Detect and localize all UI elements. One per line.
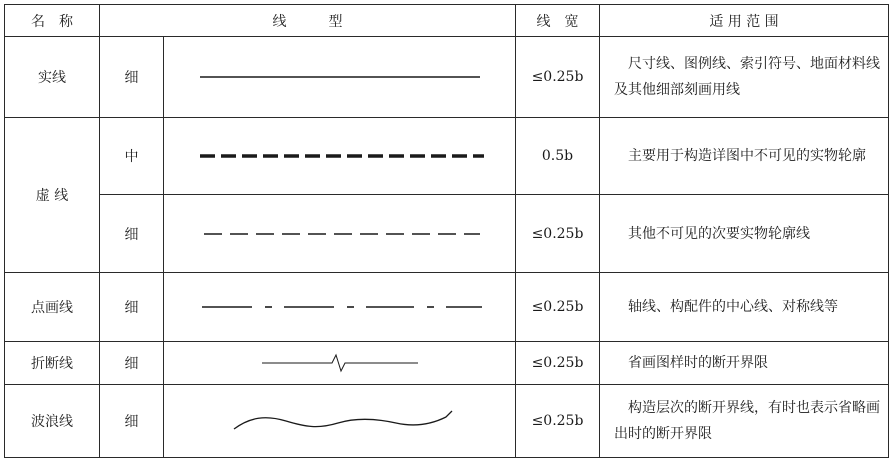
header-usage: 适 用 范 围 — [600, 5, 889, 37]
line-sample-dash-dot — [164, 273, 516, 342]
header-width: 线 宽 — [516, 5, 600, 37]
line-weight: 细 — [100, 273, 164, 342]
line-weight: 细 — [100, 195, 164, 273]
table-row — [5, 273, 889, 342]
header-linetype: 线 型 — [100, 5, 516, 37]
dashed-medium-line-graphic — [190, 150, 490, 162]
table-row — [5, 195, 889, 273]
line-usage: 主要用于构造详图中不可见的实物轮廓 — [600, 118, 889, 195]
line-sample-break — [164, 342, 516, 385]
line-weight: 细 — [100, 37, 164, 118]
line-sample-wavy — [164, 385, 516, 458]
line-width: 0.5b — [516, 118, 600, 195]
line-width: ≤0.25b — [516, 195, 600, 273]
table-row — [5, 342, 889, 385]
line-name: 虚 线 — [5, 118, 100, 273]
line-width: ≤0.25b — [516, 342, 600, 385]
table-row — [5, 385, 889, 458]
dashed-thin-line-graphic — [190, 228, 490, 240]
line-weight: 中 — [100, 118, 164, 195]
table-row — [5, 118, 889, 195]
header-name: 名 称 — [5, 5, 100, 37]
line-type-table — [4, 4, 889, 458]
header-row — [5, 5, 889, 37]
line-name: 波浪线 — [5, 385, 100, 458]
line-sample-dashed-medium — [164, 118, 516, 195]
line-sample-solid — [164, 37, 516, 118]
line-weight: 细 — [100, 342, 164, 385]
line-width: ≤0.25b — [516, 37, 600, 118]
line-name: 折断线 — [5, 342, 100, 385]
line-weight: 细 — [100, 385, 164, 458]
line-name: 点画线 — [5, 273, 100, 342]
line-usage: 省画图样时的断开界限 — [600, 342, 889, 385]
line-name: 实线 — [5, 37, 100, 118]
table-row — [5, 37, 889, 118]
dash-dot-line-graphic — [190, 301, 490, 313]
line-usage: 其他不可见的次要实物轮廓线 — [600, 195, 889, 273]
break-line-graphic — [190, 352, 490, 374]
line-usage: 轴线、构配件的中心线、对称线等 — [600, 273, 889, 342]
line-usage: 尺寸线、图例线、索引符号、地面材料线及其他细部刻画用线 — [600, 37, 889, 118]
solid-line-graphic — [190, 71, 490, 83]
line-sample-dashed-thin — [164, 195, 516, 273]
line-width: ≤0.25b — [516, 273, 600, 342]
line-usage: 构造层次的断开界线，有时也表示省略画出时的断开界限 — [600, 385, 889, 458]
line-width: ≤0.25b — [516, 385, 600, 458]
